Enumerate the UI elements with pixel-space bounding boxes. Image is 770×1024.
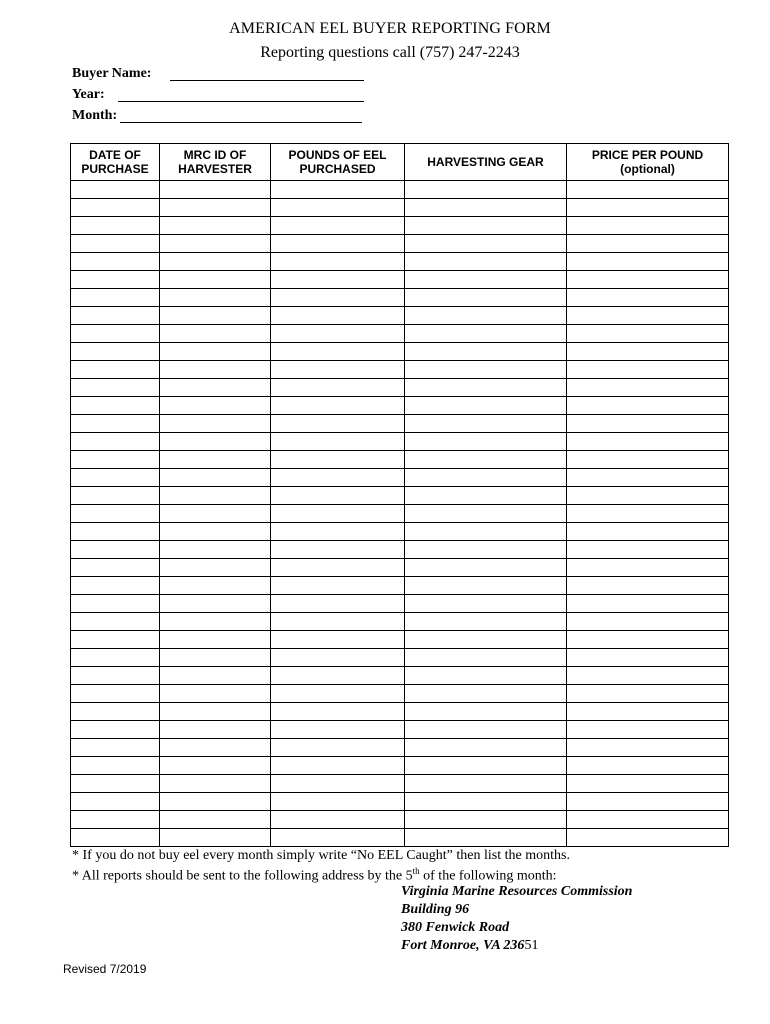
header-mrc-id: MRC ID OF HARVESTER — [160, 144, 271, 181]
table-cell[interactable] — [271, 343, 405, 361]
table-cell[interactable] — [160, 667, 271, 685]
table-cell[interactable] — [71, 289, 160, 307]
table-row — [71, 523, 729, 541]
table-cell[interactable] — [71, 757, 160, 775]
table-cell[interactable] — [567, 523, 729, 541]
table-cell[interactable] — [160, 631, 271, 649]
table-cell[interactable] — [405, 649, 567, 667]
table-cell[interactable] — [567, 667, 729, 685]
table-cell[interactable] — [71, 361, 160, 379]
table-cell[interactable] — [271, 379, 405, 397]
table-row — [71, 757, 729, 775]
table-cell[interactable] — [405, 829, 567, 847]
revised-date: Revised 7/2019 — [63, 962, 147, 976]
table-row — [71, 397, 729, 415]
table-cell[interactable] — [567, 649, 729, 667]
table-cell[interactable] — [405, 793, 567, 811]
table-cell[interactable] — [405, 361, 567, 379]
table-cell[interactable] — [271, 451, 405, 469]
table-cell[interactable] — [271, 181, 405, 199]
table-cell[interactable] — [160, 397, 271, 415]
buyer-name-line[interactable] — [170, 80, 364, 81]
header-price-per-pound: PRICE PER POUND (optional) — [567, 144, 729, 181]
table-cell[interactable] — [405, 487, 567, 505]
table-row — [71, 649, 729, 667]
table-cell[interactable] — [71, 811, 160, 829]
table-cell[interactable] — [405, 253, 567, 271]
table-cell[interactable] — [160, 829, 271, 847]
year-label: Year: — [72, 87, 105, 102]
note-send-reports-sup: th — [412, 866, 420, 876]
table-row — [71, 685, 729, 703]
table-row — [71, 433, 729, 451]
table-cell[interactable] — [160, 451, 271, 469]
table-cell[interactable] — [405, 289, 567, 307]
table-cell[interactable] — [71, 415, 160, 433]
table-cell[interactable] — [405, 181, 567, 199]
table-cell[interactable] — [271, 613, 405, 631]
table-cell[interactable] — [567, 217, 729, 235]
table-row — [71, 775, 729, 793]
table-cell[interactable] — [405, 505, 567, 523]
table-row — [71, 595, 729, 613]
note-send-reports-post: of the following month: — [419, 868, 557, 884]
table-cell[interactable] — [405, 199, 567, 217]
table-row — [71, 559, 729, 577]
table-cell[interactable] — [271, 739, 405, 757]
table-row — [71, 541, 729, 559]
table-cell[interactable] — [271, 505, 405, 523]
table-cell[interactable] — [271, 631, 405, 649]
table-cell[interactable] — [405, 739, 567, 757]
table-cell[interactable] — [567, 829, 729, 847]
table-cell[interactable] — [567, 487, 729, 505]
table-cell[interactable] — [405, 667, 567, 685]
table-cell[interactable] — [567, 451, 729, 469]
table-cell[interactable] — [405, 415, 567, 433]
table-cell[interactable] — [567, 361, 729, 379]
table-cell[interactable] — [567, 757, 729, 775]
table-cell[interactable] — [71, 343, 160, 361]
table-cell[interactable] — [405, 343, 567, 361]
table-cell[interactable] — [271, 667, 405, 685]
table-row — [71, 343, 729, 361]
table-cell[interactable] — [405, 433, 567, 451]
table-cell[interactable] — [271, 649, 405, 667]
table-cell[interactable] — [405, 541, 567, 559]
table-cell[interactable] — [567, 343, 729, 361]
table-cell[interactable] — [71, 469, 160, 487]
table-row — [71, 379, 729, 397]
table-row — [71, 325, 729, 343]
table-cell[interactable] — [71, 685, 160, 703]
table-cell[interactable] — [567, 559, 729, 577]
table-cell[interactable] — [567, 181, 729, 199]
table-cell[interactable] — [567, 397, 729, 415]
form-title: AMERICAN EEL BUYER REPORTING FORM — [229, 20, 551, 37]
table-cell[interactable] — [567, 613, 729, 631]
table-row — [71, 217, 729, 235]
table-cell[interactable] — [160, 235, 271, 253]
table-cell[interactable] — [71, 505, 160, 523]
table-cell[interactable] — [567, 541, 729, 559]
table-cell[interactable] — [567, 379, 729, 397]
table-cell[interactable] — [567, 271, 729, 289]
table-cell[interactable] — [405, 217, 567, 235]
table-row — [71, 469, 729, 487]
table-cell[interactable] — [405, 577, 567, 595]
purchase-table — [70, 143, 729, 847]
table-row — [71, 235, 729, 253]
table-cell[interactable] — [271, 199, 405, 217]
table-cell[interactable] — [160, 433, 271, 451]
table-cell[interactable] — [405, 811, 567, 829]
table-cell[interactable] — [71, 271, 160, 289]
table-cell[interactable] — [160, 757, 271, 775]
table-cell[interactable] — [405, 523, 567, 541]
table-cell[interactable] — [405, 325, 567, 343]
table-cell[interactable] — [271, 721, 405, 739]
table-cell[interactable] — [567, 595, 729, 613]
table-row — [71, 415, 729, 433]
table-cell[interactable] — [567, 703, 729, 721]
table-cell[interactable] — [567, 307, 729, 325]
header-pounds-purchased: POUNDS OF EEL PURCHASED — [271, 144, 405, 181]
table-cell[interactable] — [271, 325, 405, 343]
table-cell[interactable] — [271, 217, 405, 235]
table-cell[interactable] — [160, 577, 271, 595]
table-cell[interactable] — [567, 631, 729, 649]
table-cell[interactable] — [567, 811, 729, 829]
table-cell[interactable] — [71, 217, 160, 235]
table-cell[interactable] — [405, 631, 567, 649]
table-cell[interactable] — [160, 613, 271, 631]
table-cell[interactable] — [567, 235, 729, 253]
table-row — [71, 793, 729, 811]
table-cell[interactable] — [405, 613, 567, 631]
table-cell[interactable] — [405, 379, 567, 397]
table-cell[interactable] — [71, 793, 160, 811]
table-cell[interactable] — [160, 379, 271, 397]
table-cell[interactable] — [271, 361, 405, 379]
year-line[interactable] — [118, 101, 364, 102]
table-cell[interactable] — [71, 721, 160, 739]
table-cell[interactable] — [160, 685, 271, 703]
table-cell[interactable] — [71, 325, 160, 343]
table-cell[interactable] — [71, 739, 160, 757]
buyer-name-label: Buyer Name: — [72, 66, 152, 81]
table-cell[interactable] — [71, 775, 160, 793]
table-cell[interactable] — [567, 469, 729, 487]
address-line-2: Building 96 — [401, 902, 470, 917]
table-cell[interactable] — [71, 379, 160, 397]
table-cell[interactable] — [567, 685, 729, 703]
table-cell[interactable] — [567, 415, 729, 433]
table-cell[interactable] — [271, 415, 405, 433]
table-cell[interactable] — [71, 307, 160, 325]
table-row — [71, 631, 729, 649]
table-cell[interactable] — [160, 811, 271, 829]
table-cell[interactable] — [160, 217, 271, 235]
table-cell[interactable] — [567, 793, 729, 811]
table-cell[interactable] — [271, 775, 405, 793]
table-row — [71, 487, 729, 505]
note-send-reports — [72, 866, 557, 885]
table-row — [71, 739, 729, 757]
table-cell[interactable] — [71, 829, 160, 847]
table-row — [71, 181, 729, 199]
table-cell[interactable] — [567, 253, 729, 271]
table-cell[interactable] — [71, 487, 160, 505]
table-cell[interactable] — [160, 721, 271, 739]
table-cell[interactable] — [271, 235, 405, 253]
table-cell[interactable] — [160, 415, 271, 433]
table-cell[interactable] — [160, 595, 271, 613]
table-cell[interactable] — [567, 505, 729, 523]
address-city-state: Fort Monroe, VA 236 — [401, 938, 525, 953]
table-cell[interactable] — [405, 595, 567, 613]
table-cell[interactable] — [405, 451, 567, 469]
table-cell[interactable] — [567, 739, 729, 757]
table-cell[interactable] — [71, 451, 160, 469]
table-cell[interactable] — [160, 649, 271, 667]
table-cell[interactable] — [160, 739, 271, 757]
table-row — [71, 199, 729, 217]
table-cell[interactable] — [271, 271, 405, 289]
table-cell[interactable] — [271, 811, 405, 829]
table-row — [71, 577, 729, 595]
table-cell[interactable] — [271, 469, 405, 487]
table-cell[interactable] — [160, 505, 271, 523]
table-cell[interactable] — [271, 829, 405, 847]
header-date-of-purchase: DATE OF PURCHASE — [71, 144, 160, 181]
table-cell[interactable] — [71, 433, 160, 451]
table-cell[interactable] — [271, 685, 405, 703]
table-cell[interactable] — [160, 559, 271, 577]
table-cell[interactable] — [160, 343, 271, 361]
table-row — [71, 289, 729, 307]
table-cell[interactable] — [271, 289, 405, 307]
table-cell[interactable] — [71, 703, 160, 721]
form-subtitle: Reporting questions call (757) 247-2243 — [260, 44, 520, 61]
table-cell[interactable] — [160, 523, 271, 541]
table-row — [71, 253, 729, 271]
table-cell[interactable] — [567, 325, 729, 343]
table-cell[interactable] — [71, 523, 160, 541]
table-cell[interactable] — [71, 397, 160, 415]
table-row — [71, 505, 729, 523]
table-cell[interactable] — [567, 577, 729, 595]
table-cell[interactable] — [71, 253, 160, 271]
table-cell[interactable] — [271, 559, 405, 577]
table-cell[interactable] — [160, 541, 271, 559]
table-cell[interactable] — [405, 235, 567, 253]
table-cell[interactable] — [271, 793, 405, 811]
table-cell[interactable] — [567, 721, 729, 739]
table-cell[interactable] — [160, 307, 271, 325]
table-cell[interactable] — [71, 613, 160, 631]
table-cell[interactable] — [160, 361, 271, 379]
table-cell[interactable] — [271, 307, 405, 325]
table-cell[interactable] — [271, 433, 405, 451]
table-cell[interactable] — [405, 775, 567, 793]
table-row — [71, 829, 729, 847]
table-row — [71, 667, 729, 685]
table-cell[interactable] — [567, 433, 729, 451]
table-cell[interactable] — [271, 757, 405, 775]
table-cell[interactable] — [405, 721, 567, 739]
table-header-row — [71, 144, 729, 181]
table-row — [71, 721, 729, 739]
table-row — [71, 307, 729, 325]
table-cell[interactable] — [405, 469, 567, 487]
table-cell[interactable] — [271, 703, 405, 721]
table-cell[interactable] — [405, 397, 567, 415]
table-cell[interactable] — [71, 649, 160, 667]
header-harvesting-gear: HARVESTING GEAR — [405, 144, 567, 181]
table-cell[interactable] — [71, 595, 160, 613]
table-cell[interactable] — [71, 631, 160, 649]
table-cell[interactable] — [160, 703, 271, 721]
note-send-reports-pre: * All reports should be sent to the following address by the 5 — [72, 868, 413, 884]
month-label: Month: — [72, 108, 118, 123]
note-no-eel: * If you do not buy eel every month simply write “No EEL Caught” then list the months. — [72, 848, 570, 863]
table-cell[interactable] — [71, 541, 160, 559]
address-line-3: 380 Fenwick Road — [401, 920, 510, 935]
table-cell[interactable] — [160, 325, 271, 343]
table-cell[interactable] — [71, 181, 160, 199]
table-row — [71, 613, 729, 631]
table-cell[interactable] — [71, 235, 160, 253]
table-cell[interactable] — [271, 253, 405, 271]
table-cell[interactable] — [160, 271, 271, 289]
table-cell[interactable] — [567, 775, 729, 793]
table-cell[interactable] — [271, 595, 405, 613]
table-cell[interactable] — [271, 577, 405, 595]
table-cell[interactable] — [271, 397, 405, 415]
table-row — [71, 451, 729, 469]
month-line[interactable] — [120, 122, 362, 123]
table-cell[interactable] — [160, 487, 271, 505]
address-line-1: Virginia Marine Resources Commission — [401, 884, 633, 899]
table-cell[interactable] — [405, 685, 567, 703]
table-cell[interactable] — [71, 199, 160, 217]
address-line-4 — [401, 938, 538, 954]
table-cell[interactable] — [405, 757, 567, 775]
table-cell[interactable] — [160, 181, 271, 199]
address-zip-tail: 51 — [524, 938, 539, 953]
table-row — [71, 811, 729, 829]
table-row — [71, 271, 729, 289]
table-cell[interactable] — [271, 541, 405, 559]
table-cell[interactable] — [160, 289, 271, 307]
table-cell[interactable] — [160, 775, 271, 793]
table-cell[interactable] — [160, 793, 271, 811]
table-cell[interactable] — [271, 487, 405, 505]
table-cell[interactable] — [71, 559, 160, 577]
table-cell[interactable] — [160, 199, 271, 217]
table-cell[interactable] — [271, 523, 405, 541]
table-body — [71, 181, 729, 847]
table-cell[interactable] — [405, 703, 567, 721]
table-cell[interactable] — [405, 271, 567, 289]
table-cell[interactable] — [405, 307, 567, 325]
table-cell[interactable] — [160, 469, 271, 487]
table-cell[interactable] — [71, 667, 160, 685]
table-row — [71, 703, 729, 721]
table-cell[interactable] — [405, 559, 567, 577]
table-cell[interactable] — [567, 289, 729, 307]
table-row — [71, 361, 729, 379]
table-cell[interactable] — [567, 199, 729, 217]
table-cell[interactable] — [160, 253, 271, 271]
table-cell[interactable] — [71, 577, 160, 595]
